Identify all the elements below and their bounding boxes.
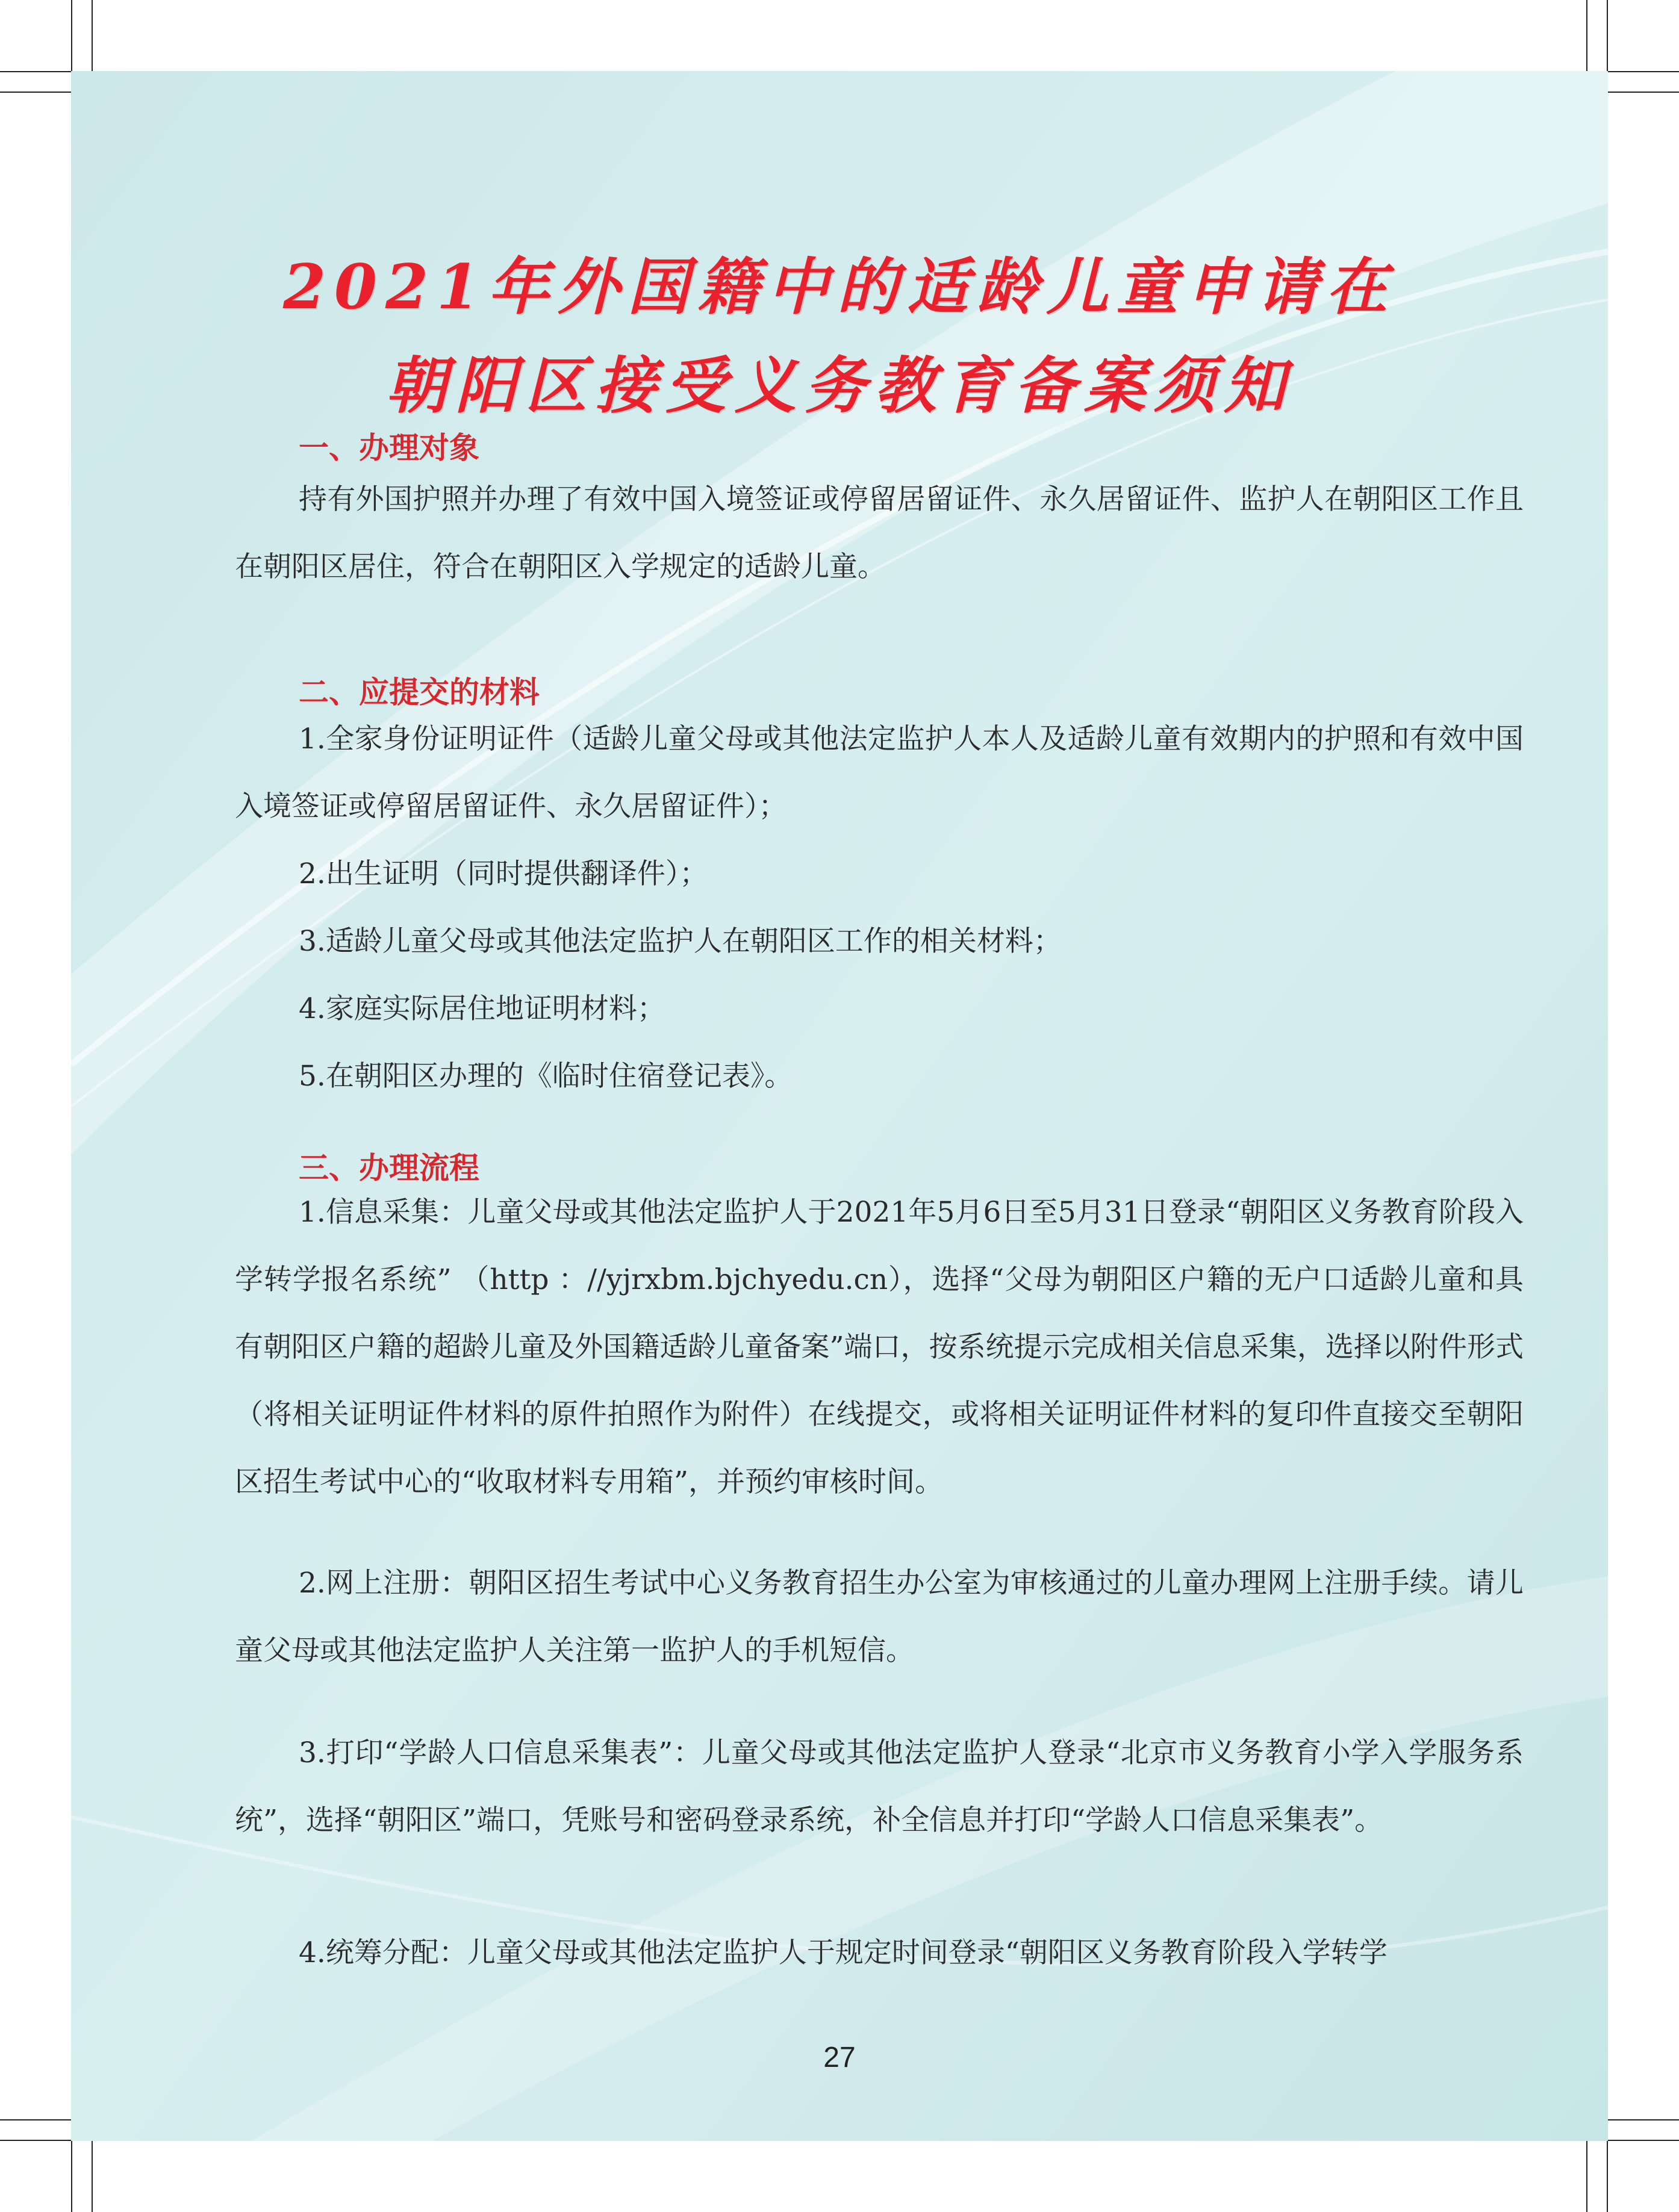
crop-mark xyxy=(1607,0,1608,71)
list-item: 3.打印“学龄人口信息采集表”：儿童父母或其他法定监护人登录“北京市义务教育小学入学服务系统”，选择“朝阳区”端口，凭账号和密码登录系统，补全信息并打印“学龄人口信息采集表”。 xyxy=(235,1736,1524,1837)
crop-mark xyxy=(0,2140,71,2141)
crop-mark xyxy=(0,92,71,93)
page-title-line-2: 朝阳区接受义务教育备案须知 xyxy=(385,350,1294,422)
section-heading-2: 二、应提交的材料 xyxy=(299,675,540,710)
crop-mark xyxy=(92,2141,93,2212)
crop-mark xyxy=(0,71,71,72)
list-item: 2.出生证明（同时提供翻译件）； xyxy=(299,857,708,890)
list-item: 1.信息采集：儿童父母或其他法定监护人于2021年5月6日至5月31日登录“朝阳区义务教育阶段入学转学报名系统” （http ：//yjrxbm.bjchyedu.cn），选择“父母为朝阳区户籍的无户口适龄儿童和具有朝阳区户籍的超龄儿童及外国籍适龄儿童备案”端口，按系统提示完成相关信息采集，选择以附件形式（将相关证明证件材料的原件拍照作为附件）在线提交，或将相关证明证件材料的复印件直接交至朝阳区招生考试中心的“收取材料专用箱”，并预约审核时间。 xyxy=(235,1196,1524,1499)
list-item: 4.家庭实际居住地证明材料； xyxy=(299,992,665,1025)
page-title-line-1: 2021年外国籍中的适龄儿童申请在 xyxy=(283,251,1396,323)
list-item: 1.全家身份证明证件（适龄儿童父母或其他法定监护人本人及适龄儿童有效期内的护照和有效中国入境签证或停留居留证件、永久居留证件）； xyxy=(235,722,1524,823)
section-heading-3: 三、办理流程 xyxy=(299,1151,479,1185)
crop-mark xyxy=(1608,2119,1679,2120)
document-content xyxy=(71,71,1608,2141)
list-item: 3.适龄儿童父母或其他法定监护人在朝阳区工作的相关材料； xyxy=(299,925,1062,958)
crop-mark xyxy=(92,0,93,71)
list-item: 4.统筹分配：儿童父母或其他法定监护人于规定时间登录“朝阳区义务教育阶段入学转学 xyxy=(299,1936,1388,1969)
crop-mark xyxy=(1608,92,1679,93)
crop-mark xyxy=(0,2119,71,2120)
list-item: 5.在朝阳区办理的《临时住宿登记表》。 xyxy=(299,1060,793,1093)
crop-mark xyxy=(71,2141,72,2212)
page-panel xyxy=(71,71,1608,2141)
crop-mark xyxy=(1608,2140,1679,2141)
crop-mark xyxy=(71,0,72,71)
page-number: 27 xyxy=(823,2042,856,2074)
list-item: 2.网上注册：朝阳区招生考试中心义务教育招生办公室为审核通过的儿童办理网上注册手续。请儿童父母或其他法定监护人关注第一监护人的手机短信。 xyxy=(235,1567,1524,1667)
section-heading-1: 一、办理对象 xyxy=(299,430,479,465)
crop-mark xyxy=(1586,2141,1587,2212)
section-1-paragraph: 持有外国护照并办理了有效中国入境签证或停留居留证件、永久居留证件、监护人在朝阳区工作且在朝阳区居住，符合在朝阳区入学规定的适龄儿童。 xyxy=(235,483,1524,583)
crop-mark xyxy=(1607,2141,1608,2212)
crop-mark xyxy=(1608,71,1679,72)
crop-mark xyxy=(1586,0,1587,71)
